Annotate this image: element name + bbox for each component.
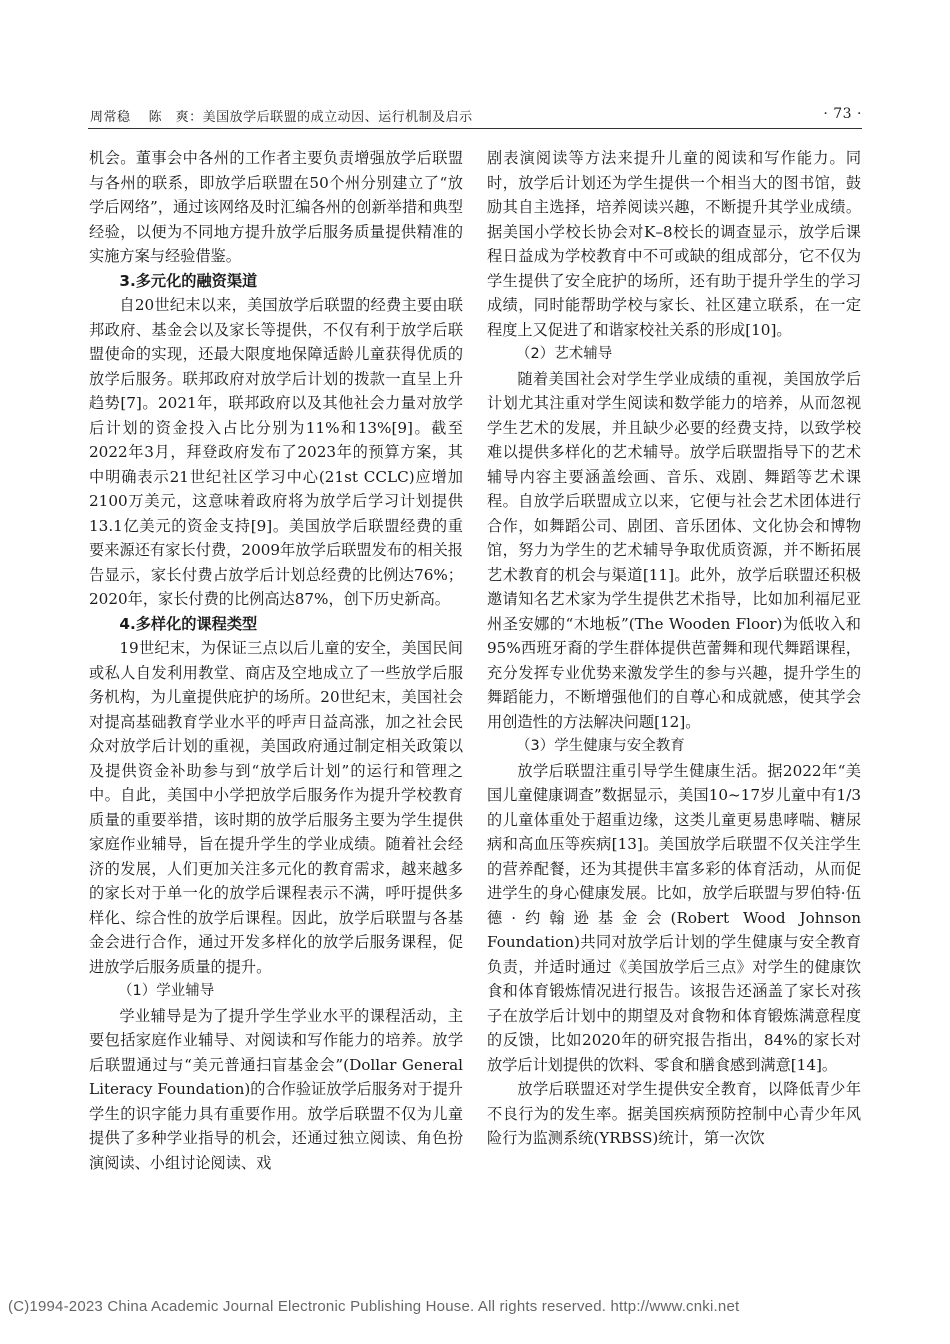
copyright-footer: (C)1994-2023 China Academic Journal Electronic Publishing House. All rights reserved. http://www.cnki.net (8, 1298, 740, 1315)
paragraph-safety: 放学后联盟还对学生提供安全教育，以降低青少年不良行为的发生率。据美国疾病预防控制中心青少年风险行为监测系统(YRBSS)统计，第一次饮 (487, 1080, 861, 1147)
paragraph-curriculum: 19世纪末，为保证三点以后儿童的安全，美国民间或私人自发利用教堂、商店及空地成立了一些放学后服务机构，为儿童提供庇护的场所。20世纪末，美国社会对提高基础教育学业水平的呼声日益高涨，加之社会民众对放学后计划的重视，美国政府通过制定相关政策以及提供资金补助参与到“放学后计划”的运行和管理之中。自此，美国中小学把放学后服务作为提升学校教育质量的重要举措，该时期的放学后服务主要为学生提供家庭作业辅导，旨在提升学生的学业成绩。随着社会经济的发展，人们更加关注多元化的教育需求，越来越多的家长对于单一化的放学后课程表示不满，呼吁提供多样化、综合性的放学后课程。因此，放学后联盟与各基金会进行合作，通过开发多样化的放学后服务课程，促进放学后服务质量的提升。 (89, 639, 463, 976)
subheading-arts-tutoring: （2）艺术辅导 (516, 346, 613, 362)
section-heading-financing: 3.多元化的融资渠道 (119, 271, 258, 290)
paragraph-academic-tutoring-cont: 剧表演阅读等方法来提升儿童的阅读和写作能力。同时，放学后计划还为学生提供一个相当大的图书馆，鼓励其自主选择，培养阅读兴趣，不断提升其学业成绩。据美国小学校长协会对K–8校长的调查显示，放学后课程日益成为学校教育中不可或缺的组成部分，它不仅为学生提供了安全庇护的场所，还有助于提升学生的学习成绩，同时能帮助学校与家长、社区建立联系，在一定程度上又促进了和谐家校社关系的形成[10]。 (487, 149, 861, 339)
paragraph-arts-tutoring: 随着美国社会对学生学业成绩的重视，美国放学后计划尤其注重对学生阅读和数学能力的培养，从而忽视学生艺术的发展，并且缺少必要的经费支持，以致学校难以提供多样化的艺术辅导。放学后联盟指导下的艺术辅导内容主要涵盖绘画、音乐、戏剧、舞蹈等艺术课程。自放学后联盟成立以来，它便与社会艺术团体进行合作，如舞蹈公司、剧团、音乐团体、文化协会和博物馆，努力为学生的艺术辅导争取优质资源，并不断拓展艺术教育的机会与渠道[11]。此外，放学后联盟还积极邀请知名艺术家为学生提供艺术指导，比如加利福尼亚州圣安娜的“木地板”(The Wooden Floor)为低收入和95%西班牙裔的学生群体提供芭蕾舞和现代舞蹈课程，充分发挥专业优势来激发学生的参与兴趣，提升学生的舞蹈能力，不断增强他们的自尊心和成就感，使其学会用创造性的方法解决问题[12]。 (487, 369, 861, 731)
section-heading-curriculum: 4.多样化的课程类型 (119, 614, 258, 633)
left-column (89, 146, 463, 1175)
paragraph-health: 放学后联盟注重引导学生健康生活。据2022年“美国儿童健康调查”数据显示，美国10~17岁儿童中有1/3的儿童体重处于超重边缘，这类儿童更易患哮喘、糖尿病和高血压等疾病[13]。美国放学后联盟不仅关注学生的营养配餐，还为其提供丰富多彩的体育活动，从而促进学生的身心健康发展。比如，放学后联盟与罗伯特·伍德·约翰逊基金会(Robert Wood Johnson Foundation)共同对放学后计划的学生健康与安全教育负责，并适时通过《美国放学后三点》对学生的健康饮食和体育锻炼情况进行报告。该报告还涵盖了家长对孩子在放学后计划中的期望及对食物和体育锻炼满意程度的反馈，比如2020年的研究报告指出，84%的家长对放学后计划提供的饮料、零食和膳食感到满意[14]。 (487, 761, 861, 1074)
page-number: · 73 · (823, 106, 862, 122)
subheading-academic-tutoring: （1）学业辅导 (118, 983, 215, 999)
paragraph-financing: 自20世纪末以来，美国放学后联盟的经费主要由联邦政府、基金会以及家长等提供，不仅有利于放学后联盟使命的实现，还最大限度地保障适龄儿童获得优质的放学后服务。联邦政府对放学后计划的拨款一直呈上升趋势[7]。2021年，联邦政府以及其他社会力量对放学后计划的资金投入占比分别为11%和13%[9]。截至2022年3月，拜登政府发布了2023年的预算方案，其中明确表示21世纪社区学习中心(21st CCLC)应增加2100万美元，这意味着政府将为放学后学习计划提供13.1亿美元的资金支持[9]。美国放学后联盟经费的重要来源还有家长付费，2009年放学后联盟发布的相关报告显示，家长付费占放学后计划总经费的比例达76%；2020年，家长付费的比例高达87%，创下历史新高。 (89, 296, 463, 608)
running-header (90, 106, 862, 126)
right-column (487, 146, 861, 1151)
header-rule (88, 128, 862, 129)
subheading-health-safety: （3）学生健康与安全教育 (516, 738, 685, 754)
paragraph-board-states: 机会。董事会中各州的工作者主要负责增强放学后联盟与各州的联系，即放学后联盟在50个州分别建立了“放学后网络”，通过该网络及时汇编各州的创新举措和典型经验，以便为不同地方提升放学后服务质量提供精准的实施方案与经验借鉴。 (89, 149, 463, 265)
running-title: 周常稳 陈 爽：美国放学后联盟的成立动因、运行机制及启示 (90, 110, 473, 125)
paragraph-academic-tutoring: 学业辅导是为了提升学生学业水平的课程活动，主要包括家庭作业辅导、对阅读和写作能力的培养。放学后联盟通过与“美元普通扫盲基金会”(Dollar General Literacy Foundation)的合作验证放学后服务对于提升学生的识字能力具有重要作用。放学后联盟不仅为儿童提供了多种学业指导的机会，还通过独立阅读、角色扮演阅读、小组讨论阅读、戏 (89, 1006, 463, 1172)
